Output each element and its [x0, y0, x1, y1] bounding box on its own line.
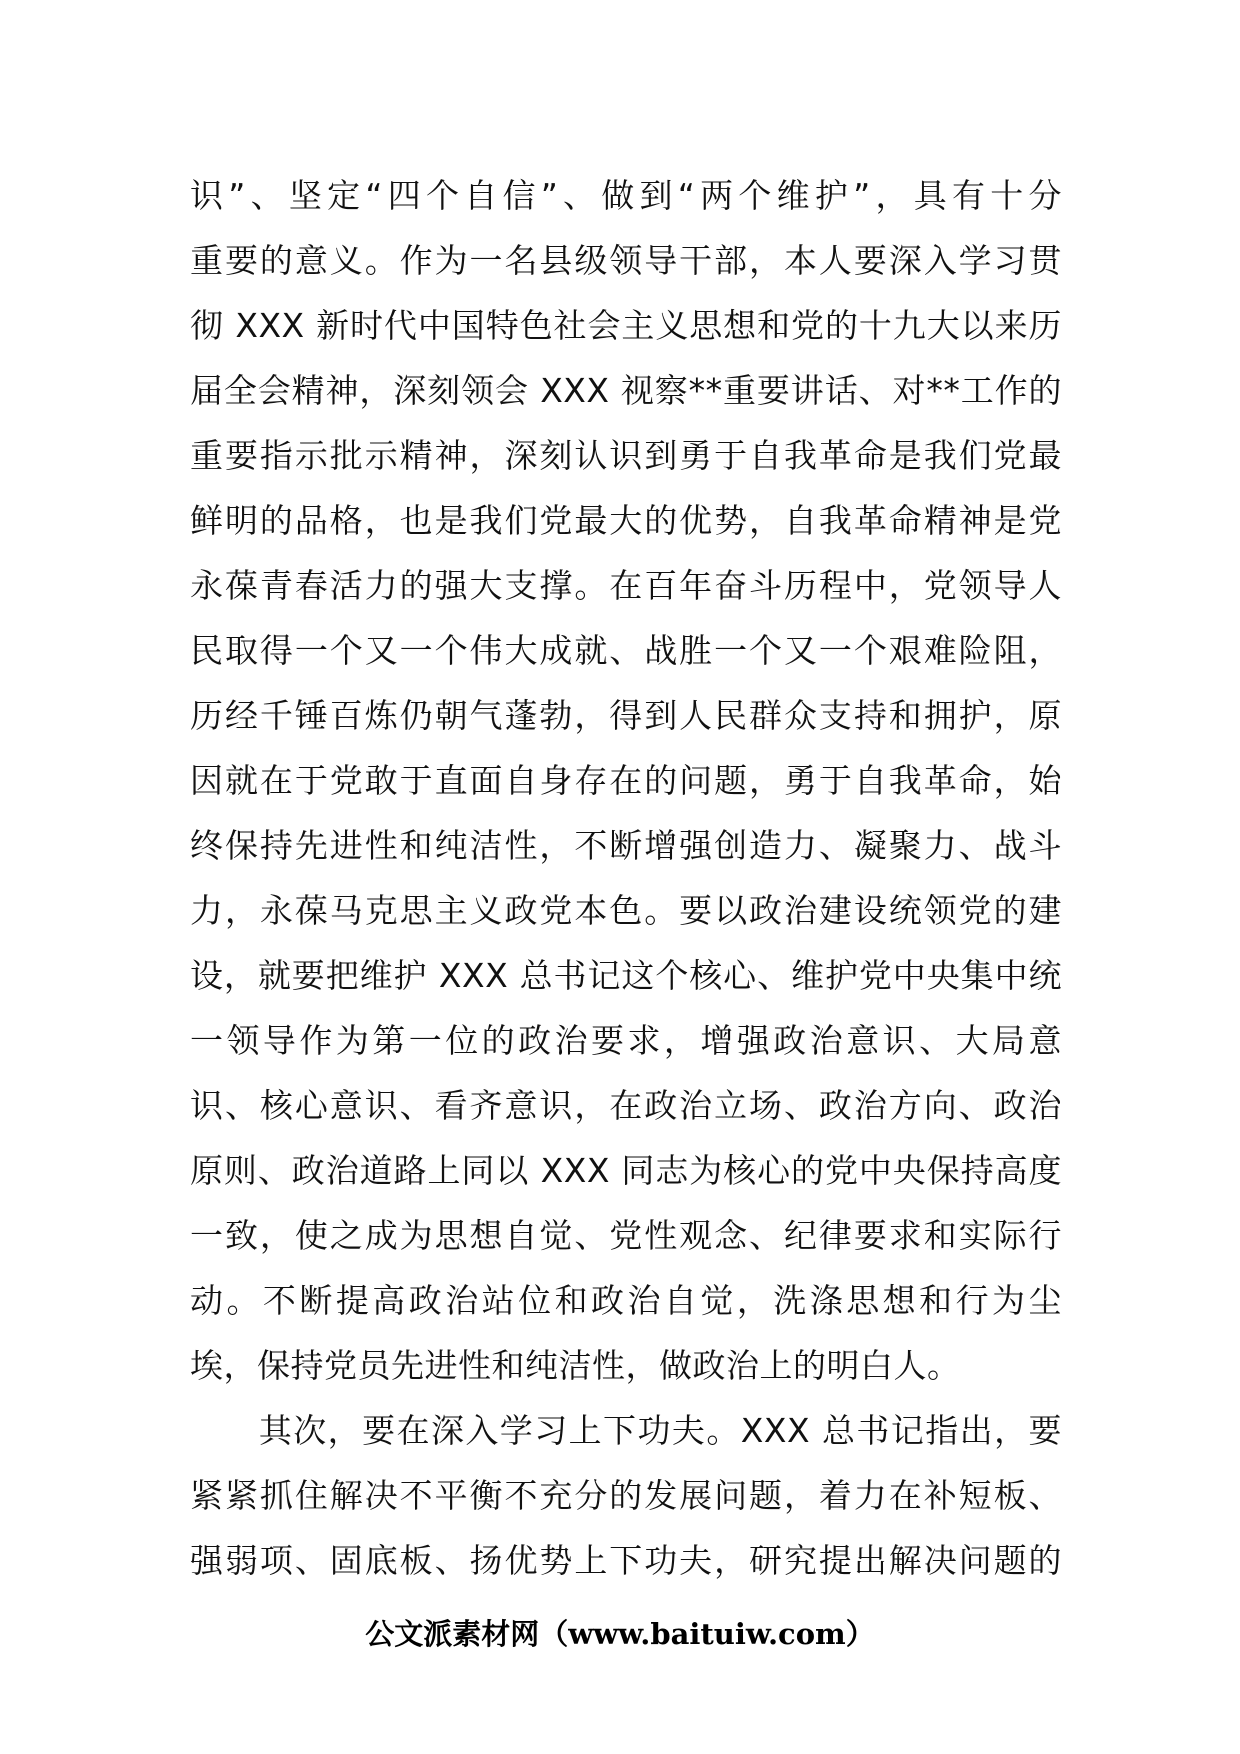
- text-line-20: 其次，要在深入学习上下功夫。XXX 总书记指出，要: [190, 1411, 1062, 1450]
- text-line-21: 紧紧抓住解决不平衡不充分的发展问题，着力在补短板、: [190, 1476, 1062, 1515]
- text-line-19: 埃，保持党员先进性和纯洁性，做政治上的明白人。: [190, 1346, 961, 1385]
- text-line-5: 重要指示批示精神，深刻认识到勇于自我革命是我们党最: [190, 436, 1062, 475]
- text-line-7: 永葆青春活力的强大支撑。在百年奋斗历程中，党领导人: [190, 566, 1062, 605]
- text-line-8: 民取得一个又一个伟大成就、战胜一个又一个艰难险阻，: [190, 631, 1062, 670]
- text-line-22: 强弱项、固底板、扬优势上下功夫，研究提出解决问题的: [190, 1541, 1062, 1580]
- text-line-15: 识、核心意识、看齐意识，在政治立场、政治方向、政治: [190, 1086, 1062, 1125]
- text-line-6: 鲜明的品格，也是我们党最大的优势，自我革命精神是党: [190, 501, 1062, 540]
- text-line-16: 原则、政治道路上同以 XXX 同志为核心的党中央保持高度: [190, 1151, 1062, 1190]
- text-line-10: 因就在于党敢于直面自身存在的问题，勇于自我革命，始: [190, 761, 1062, 800]
- body-text: [190, 163, 1062, 1593]
- footer-watermark: 公文派素材网（www.baituiw.com）: [365, 1617, 875, 1651]
- text-line-13: 设，就要把维护 XXX 总书记这个核心、维护党中央集中统: [190, 956, 1062, 995]
- text-line-9: 历经千锤百炼仍朝气蓬勃，得到人民群众支持和拥护，原: [190, 696, 1062, 735]
- text-line-3: 彻 XXX 新时代中国特色社会主义思想和党的十九大以来历: [190, 306, 1062, 345]
- text-line-18: 动。不断提高政治站位和政治自觉，洗涤思想和行为尘: [190, 1281, 1062, 1320]
- text-line-4: 届全会精神，深刻领会 XXX 视察**重要讲话、对**工作的: [190, 371, 1062, 410]
- text-line-14: 一领导作为第一位的政治要求，增强政治意识、大局意: [190, 1021, 1062, 1060]
- text-line-17: 一致，使之成为思想自觉、党性观念、纪律要求和实际行: [190, 1216, 1062, 1255]
- text-line-12: 力，永葆马克思主义政党本色。要以政治建设统领党的建: [190, 891, 1062, 930]
- text-line-11: 终保持先进性和纯洁性，不断增强创造力、凝聚力、战斗: [190, 826, 1062, 865]
- text-line-1: 识”、坚定“四个自信”、做到“两个维护”，具有十分: [190, 176, 1062, 215]
- text-line-2: 重要的意义。作为一名县级领导干部，本人要深入学习贯: [190, 241, 1062, 280]
